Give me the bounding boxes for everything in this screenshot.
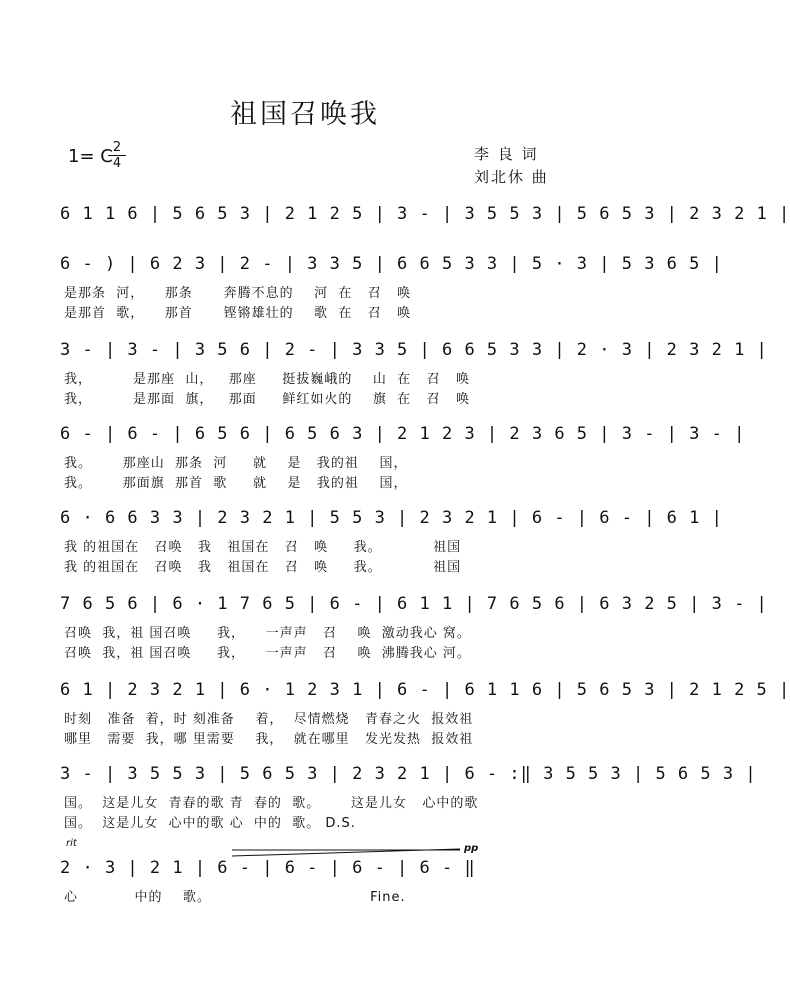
lyric-line: 我。 那座山 那条 河 就 是 我的祖 国， xyxy=(64,456,408,471)
key-signature: 1= C xyxy=(68,146,113,167)
lyric-line: 是那首 歌， 那首 铿锵雄壮的 歌 在 召 唤 xyxy=(64,306,412,321)
time-top: 2 xyxy=(112,140,122,155)
lyric-line: 是那条 河， 那条 奔腾不息的 河 在 召 唤 xyxy=(64,286,412,301)
notation-line: 6 - ) | 6 2 3 | 2 - | 3 3 5 | 6 6 5 3 3 | 5 · 3 | 5 3 6 5 | xyxy=(60,254,723,274)
notation-line: 6 · 6 6 3 3 | 2 3 2 1 | 5 5 3 | 2 3 2 1 | 6 - | 6 - | 6 1 | xyxy=(60,508,723,528)
lyric-line: 召唤 我，祖 国召唤 我， 一声声 召 唤 激动我心 窝。 xyxy=(64,626,471,641)
rit-mark: rit xyxy=(66,838,77,849)
lyric-line: 国。 这是儿女 青春的歌 青 春的 歌。 这是儿女 心中的歌 xyxy=(64,796,479,811)
notation-line: 3 - | 3 5 5 3 | 5 6 5 3 | 2 3 2 1 | 6 - :‖ 3 5 5 3 | 5 6 5 3 | xyxy=(60,764,757,784)
lyric-line: 我 的祖国在 召唤 我 祖国在 召 唤 我。 祖国 xyxy=(64,560,462,575)
lyric-line: 时刻 准备 着，时 刻准备 着， 尽情燃烧 青春之火 报效祖 xyxy=(64,712,474,727)
composer: 刘北休 曲 xyxy=(474,168,549,186)
pp-mark: pp xyxy=(464,843,479,854)
notation-line: 6 1 | 2 3 2 1 | 6 · 1 2 3 1 | 6 - | 6 1 1 6 | 5 6 5 3 | 2 1 2 5 | xyxy=(60,680,790,700)
lyric-line: 心 中的 歌。 Fine. xyxy=(64,890,406,905)
notation-line: 3 - | 3 - | 3 5 6 | 2 - | 3 3 5 | 6 6 5 3 3 | 2 · 3 | 2 3 2 1 | xyxy=(60,340,768,360)
notation-line: 7 6 5 6 | 6 · 1 7 6 5 | 6 - | 6 1 1 | 7 6 5 6 | 6 3 2 5 | 3 - | xyxy=(60,594,768,614)
lyric-line: 我， 是那座 山， 那座 挺拔巍峨的 山 在 召 唤 xyxy=(64,372,470,387)
lyric-line: 哪里 需要 我，哪 里需要 我， 就在哪里 发光发热 报效祖 xyxy=(64,732,474,747)
lyricist: 李 良 词 xyxy=(474,145,539,163)
notation-line: 6 1 1 6 | 5 6 5 3 | 2 1 2 5 | 3 - | 3 5 5 3 | 5 6 5 3 | 2 3 2 1 | xyxy=(60,204,790,224)
notation-line: 2 · 3 | 2 1 | 6 - | 6 - | 6 - | 6 - ‖ xyxy=(60,858,476,878)
lyric-line: 我， 是那面 旗， 那面 鲜红如火的 旗 在 召 唤 xyxy=(64,392,470,407)
lyric-line: 我。 那面旗 那首 歌 就 是 我的祖 国， xyxy=(64,476,408,491)
song-title: 祖国召唤我 xyxy=(230,99,380,130)
lyric-line: 我 的祖国在 召唤 我 祖国在 召 唤 我。 祖国 xyxy=(64,540,462,555)
lyric-line: 国。 这是儿女 心中的歌 心 中的 歌。 D.S. xyxy=(64,816,356,831)
time-bottom: 4 xyxy=(112,156,122,171)
notation-line: 6 - | 6 - | 6 5 6 | 6 5 6 3 | 2 1 2 3 | 2 3 6 5 | 3 - | 3 - | xyxy=(60,424,746,444)
lyric-line: 召唤 我，祖 国召唤 我， 一声声 召 唤 沸腾我心 河。 xyxy=(64,646,471,661)
